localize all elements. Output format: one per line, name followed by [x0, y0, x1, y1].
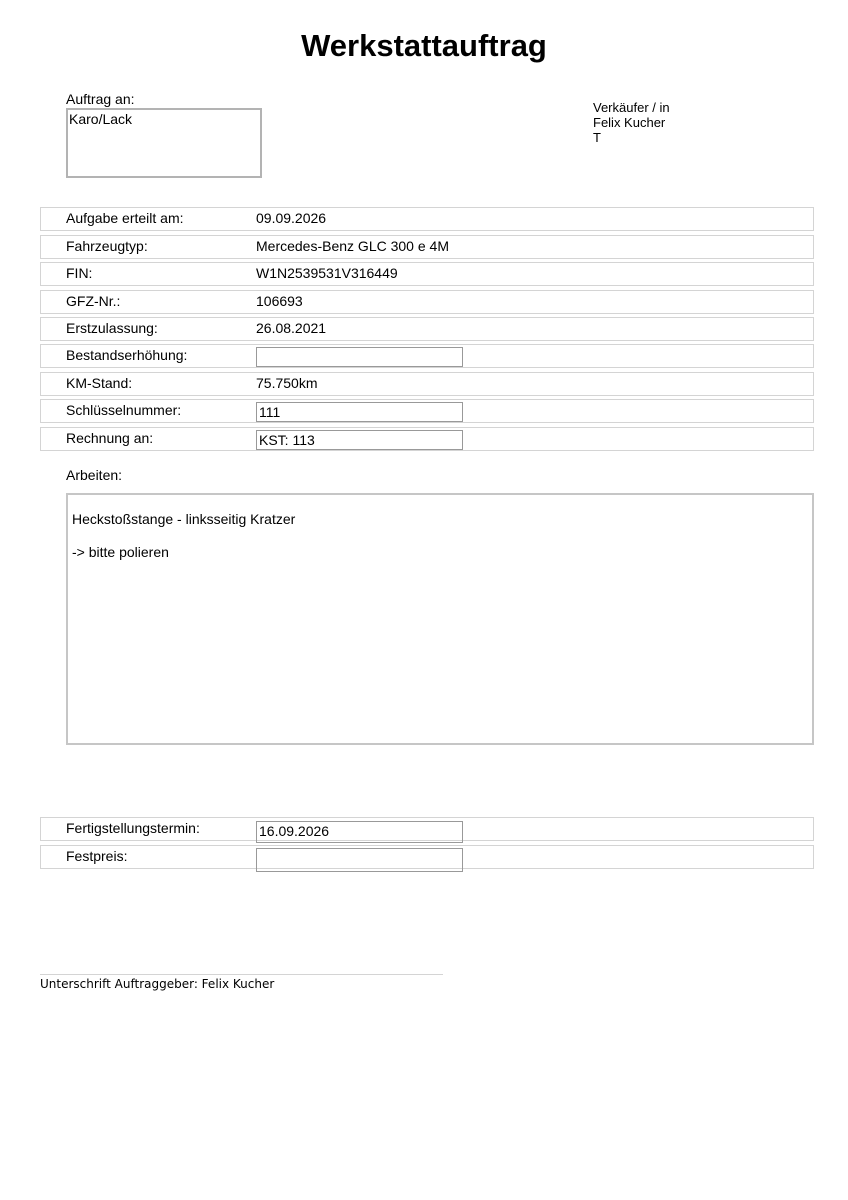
fertigstellungstermin-input[interactable]: 16.09.2026: [256, 821, 463, 843]
row-value: Mercedes-Benz GLC 300 e 4M: [256, 238, 449, 254]
row-value: 75.750km: [256, 375, 318, 391]
auftrag-value: Karo/Lack: [69, 111, 133, 127]
arbeiten-label: Arbeiten:: [66, 467, 123, 483]
row-label: FIN:: [66, 265, 93, 281]
arbeiten-line: -> bitte polieren: [72, 544, 169, 560]
row-gfz: [40, 290, 814, 314]
row-value: 26.08.2021: [256, 320, 327, 336]
signature-label: Unterschrift Auftraggeber: Felix Kucher: [40, 977, 275, 991]
row-km-stand: [40, 372, 814, 396]
verkaeufer-label: Verkäufer / in: [593, 100, 670, 115]
row-label: Rechnung an:: [66, 430, 154, 446]
row-label: Festpreis:: [66, 848, 128, 864]
row-label: Bestandserhöhung:: [66, 347, 188, 363]
festpreis-input[interactable]: [256, 848, 463, 872]
row-label: Schlüsselnummer:: [66, 402, 182, 418]
row-fahrzeugtyp: [40, 235, 814, 259]
auftrag-field[interactable]: [66, 108, 262, 178]
row-label: KM-Stand:: [66, 375, 133, 391]
row-bestandserhoehung: [40, 344, 814, 368]
signature-line: [40, 974, 443, 975]
row-label: Fertigstellungstermin:: [66, 820, 200, 836]
schluesselnummer-input[interactable]: 111: [256, 402, 463, 422]
arbeiten-textarea[interactable]: [66, 493, 814, 745]
row-value: W1N2539531V316449: [256, 265, 398, 281]
row-label: Erstzulassung:: [66, 320, 158, 336]
rechnung-input[interactable]: KST: 113: [256, 430, 463, 450]
row-schluesselnummer: [40, 399, 814, 423]
verkaeufer-block: [593, 100, 670, 145]
row-rechnung: [40, 427, 814, 451]
row-label: Fahrzeugtyp:: [66, 238, 148, 254]
row-festpreis: [40, 845, 814, 869]
row-value: 09.09.2026: [256, 210, 327, 226]
row-value: 106693: [256, 293, 303, 309]
arbeiten-line: Heckstoßstange - linksseitig Kratzer: [72, 511, 296, 527]
row-fin: [40, 262, 814, 286]
bestandserhoehung-input[interactable]: [256, 347, 463, 367]
row-erstzulassung: [40, 317, 814, 341]
verkaeufer-name: Felix Kucher: [593, 115, 666, 130]
page-title: Werkstattauftrag: [301, 28, 547, 63]
row-label: GFZ-Nr.:: [66, 293, 121, 309]
row-label: Aufgabe erteilt am:: [66, 210, 184, 226]
row-fertigstellungstermin: [40, 817, 814, 841]
verkaeufer-extra: T: [593, 130, 601, 145]
row-aufgabe: [40, 207, 814, 231]
auftrag-label: Auftrag an:: [66, 91, 135, 107]
